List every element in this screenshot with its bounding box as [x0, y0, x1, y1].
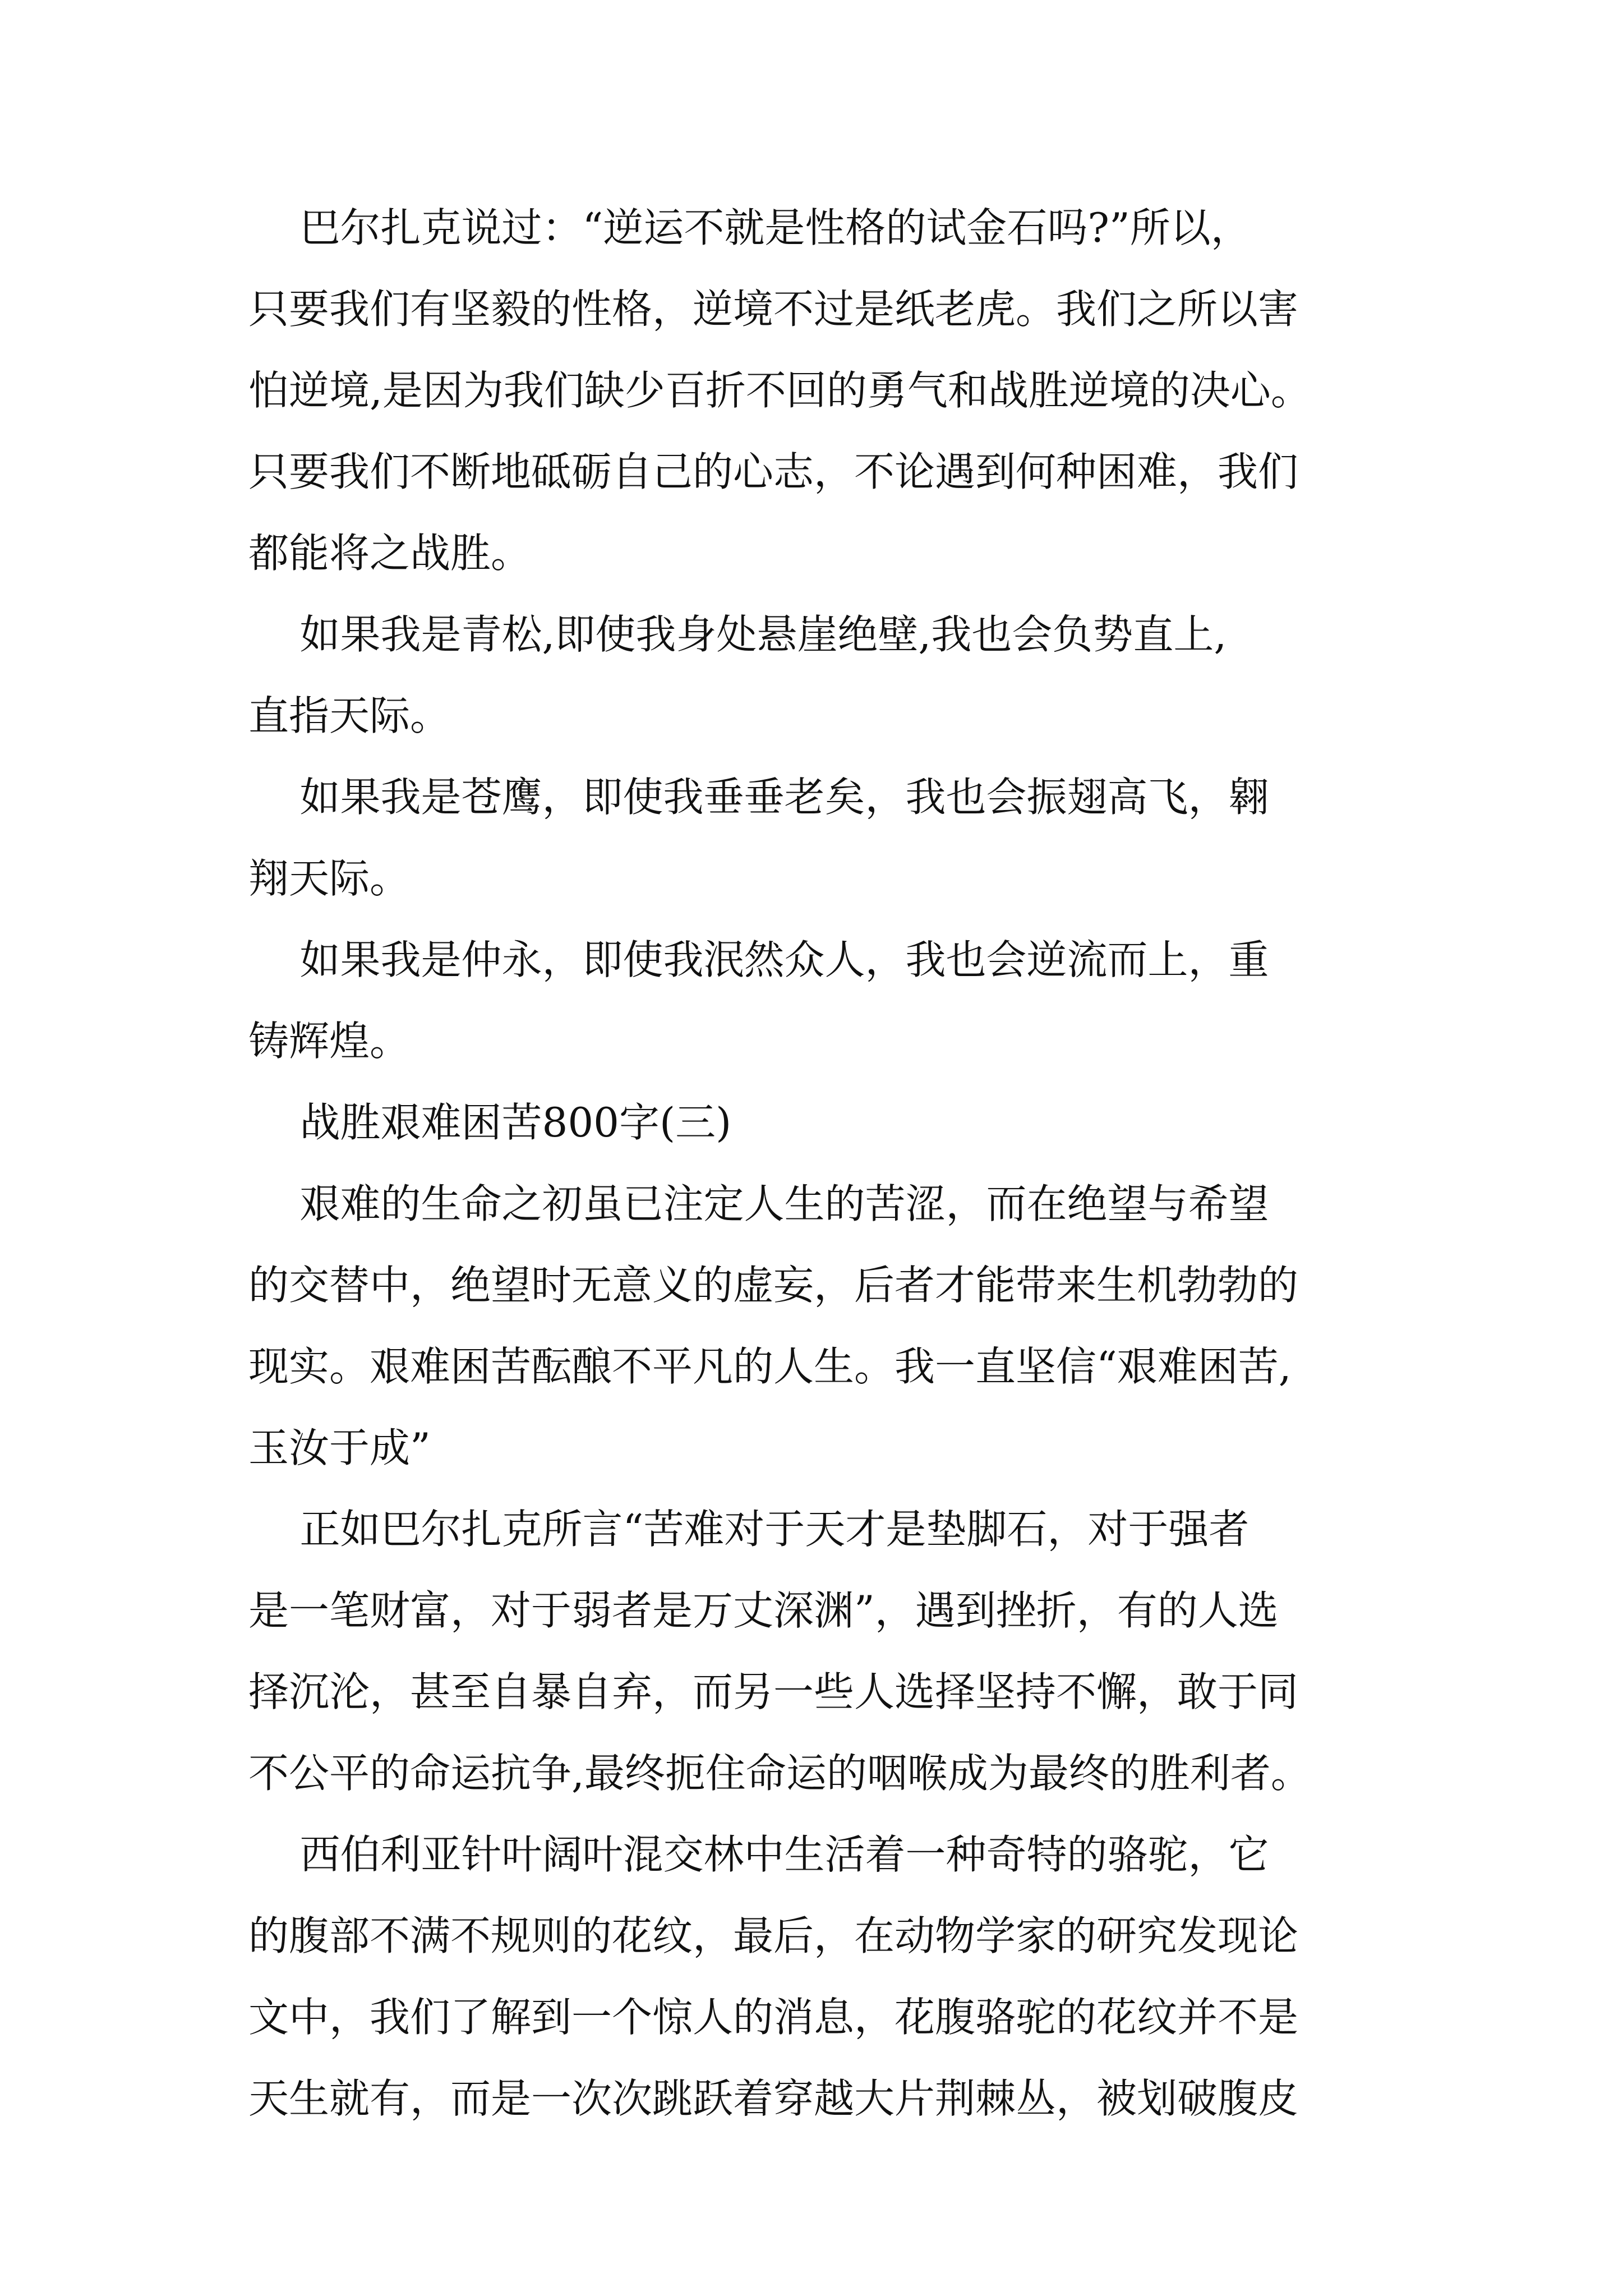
paragraph-balzac-adversity-line-1: 巴尔扎克说过：“逆运不就是性格的试金石吗?”所以，: [248, 204, 1251, 251]
paragraph-camel-line-4: 天生就有，而是一次次跳跃着穿越大片荆棘丛，被划破腹皮: [248, 2075, 1299, 2122]
paragraph-eagle-line-1: 如果我是苍鹰，即使我垂垂老矣，我也会振翅高飞，翱: [248, 774, 1269, 821]
section-heading-line-1: 战胜艰难困苦800字(三): [248, 1099, 732, 1146]
paragraph-zhongyong-line-1: 如果我是仲永，即使我泯然众人，我也会逆流而上，重: [248, 936, 1269, 983]
paragraph-pine-line-2: 直指天际。: [248, 692, 451, 739]
paragraph-eagle-line-2: 翔天际。: [248, 855, 411, 902]
paragraph-camel-line-2: 的腹部不满不规则的花纹，最后，在动物学家的研究发现论: [248, 1912, 1299, 1959]
paragraph-balzac-adversity-line-5: 都能将之战胜。: [248, 530, 532, 577]
paragraph-hardship-life-line-1: 艰难的生命之初虽已注定人生的苦涩，而在绝望与希望: [248, 1180, 1269, 1227]
paragraph-hardship-life-line-2: 的交替中，绝望时无意义的虚妄，后者才能带来生机勃勃的: [248, 1262, 1299, 1309]
paragraph-balzac-suffering-line-4: 不公平的命运抗争,最终扼住命运的咽喉成为最终的胜利者。: [248, 1750, 1311, 1797]
document-body: [248, 204, 1426, 2160]
paragraph-balzac-suffering-line-2: 是一笔财富，对于弱者是万丈深渊”，遇到挫折，有的人选: [248, 1587, 1279, 1634]
paragraph-balzac-suffering-line-3: 择沉沦，甚至自暴自弃，而另一些人选择坚持不懈，敢于同: [248, 1668, 1299, 1715]
paragraph-balzac-suffering-line-1: 正如巴尔扎克所言“苦难对于天才是垫脚石，对于强者: [248, 1506, 1249, 1553]
paragraph-hardship-life-line-3: 现实。艰难困苦酝酿不平凡的人生。我一直坚信“艰难困苦,: [248, 1343, 1292, 1390]
paragraph-camel-line-1: 西伯利亚针叶阔叶混交林中生活着一种奇特的骆驼，它: [248, 1831, 1269, 1878]
paragraph-balzac-adversity-line-4: 只要我们不断地砥砺自己的心志，不论遇到何种困难，我们: [248, 448, 1299, 495]
text-lines: [248, 204, 1426, 2122]
paragraph-zhongyong-line-2: 铸辉煌。: [248, 1018, 411, 1065]
paragraph-balzac-adversity-line-2: 只要我们有坚毅的性格，逆境不过是纸老虎。我们之所以害: [248, 286, 1299, 333]
paragraph-balzac-adversity-line-3: 怕逆境,是因为我们缺少百折不回的勇气和战胜逆境的决心。: [248, 367, 1311, 414]
paragraph-hardship-life-line-4: 玉汝于成”: [248, 1424, 431, 1471]
paragraph-pine-line-1: 如果我是青松,即使我身处悬崖绝壁,我也会负势直上,: [248, 611, 1227, 658]
paragraph-camel-line-3: 文中，我们了解到一个惊人的消息，花腹骆驼的花纹并不是: [248, 1994, 1299, 2041]
